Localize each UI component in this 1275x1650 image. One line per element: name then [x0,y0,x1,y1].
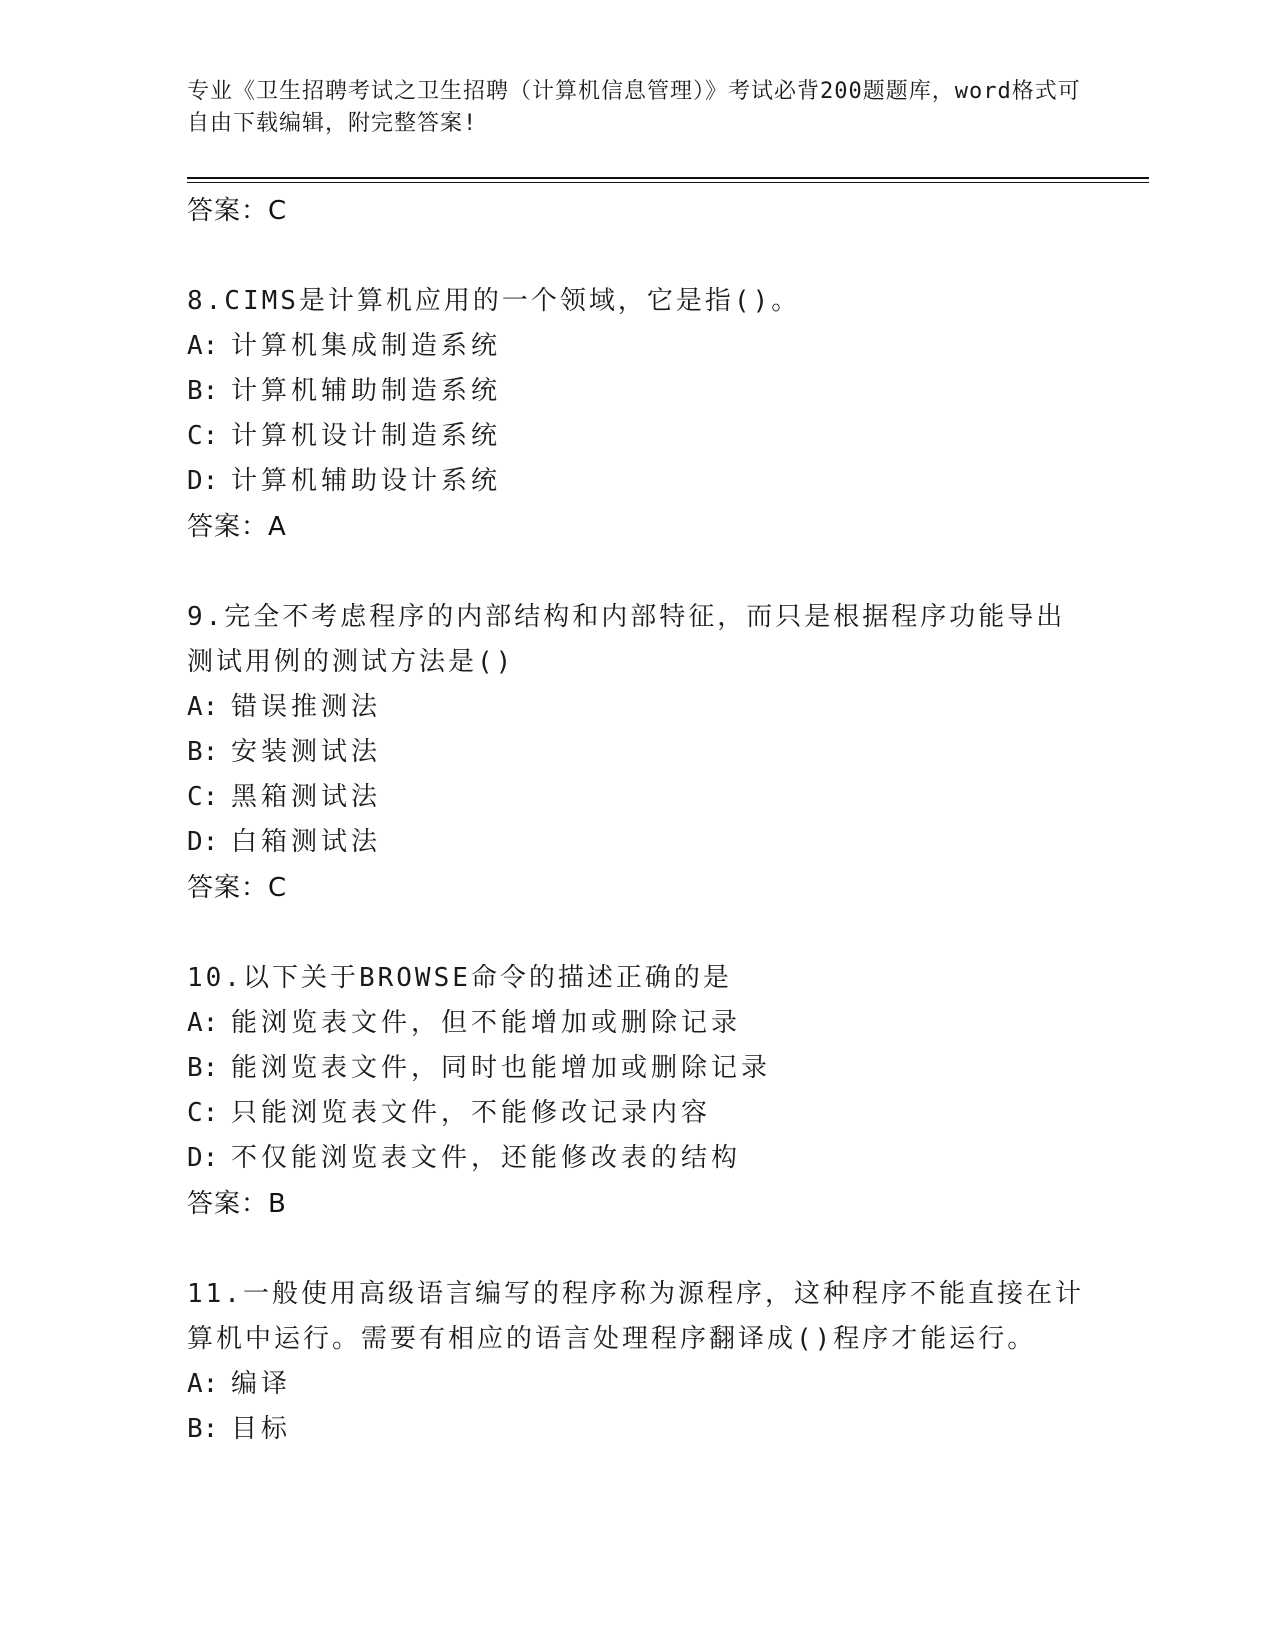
header-divider-thick [187,177,1149,179]
option-b [187,1046,1087,1091]
option-text: 能浏览表文件，但不能增加或删除记录 [231,1008,742,1038]
option-d [187,459,1087,504]
option-letter: B: [187,1414,219,1444]
option-a [187,1362,1087,1407]
option-text: 计算机集成制造系统 [231,331,502,361]
option-letter: D: [187,827,219,857]
option-letter: D: [187,1143,219,1173]
option-letter: B: [187,737,219,767]
option-b [187,730,1087,775]
option-c [187,414,1087,459]
option-letter: B: [187,1053,219,1083]
option-d [187,820,1087,865]
answer: 答案：C [187,873,288,903]
option-letter: C: [187,421,219,451]
question-stem: 8.CIMS是计算机应用的一个领域，它是指()。 [187,286,801,316]
option-c [187,775,1087,820]
option-letter: A: [187,692,219,722]
option-text: 错误推测法 [231,692,382,722]
option-text: 目标 [231,1414,292,1444]
option-b [187,1407,1087,1452]
document-header: 专业《卫生招聘考试之卫生招聘（计算机信息管理）》考试必背200题题库，word格式可自由下载编辑，附完整答案! [187,79,1081,136]
question-8 [187,279,1087,550]
spacer [187,1227,1087,1272]
answer: 答案：B [187,1189,287,1219]
option-text: 黑箱测试法 [231,782,382,812]
option-text: 计算机辅助设计系统 [231,466,502,496]
option-letter: B: [187,376,219,406]
option-text: 计算机设计制造系统 [231,421,502,451]
header-divider-thin [187,182,1149,183]
option-text: 编译 [231,1369,292,1399]
option-d [187,1136,1087,1181]
option-text: 不仅能浏览表文件，还能修改表的结构 [231,1143,742,1173]
option-c [187,1091,1087,1136]
option-letter: A: [187,1008,219,1038]
option-b [187,369,1087,414]
previous-answer: 答案：C [187,196,288,226]
question-stem: 10.以下关于BROWSE命令的描述正确的是 [187,963,732,993]
option-a [187,324,1087,369]
option-a [187,685,1087,730]
option-letter: C: [187,782,219,812]
option-text: 白箱测试法 [231,827,382,857]
option-text: 能浏览表文件，同时也能增加或删除记录 [231,1053,772,1083]
option-text: 安装测试法 [231,737,382,767]
question-9 [187,595,1087,911]
option-letter: A: [187,331,219,361]
option-letter: C: [187,1098,219,1128]
question-stem: 9.完全不考虑程序的内部结构和内部特征，而只是根据程序功能导出测试用例的测试方法是() [187,602,1066,677]
option-letter: A: [187,1369,219,1399]
question-10 [187,956,1087,1227]
answer: 答案：A [187,512,287,542]
document-body [187,188,1087,1452]
spacer [187,911,1087,956]
option-a [187,1001,1087,1046]
spacer [187,234,1087,279]
option-letter: D: [187,466,219,496]
spacer [187,550,1087,595]
question-11 [187,1272,1087,1452]
option-text: 只能浏览表文件，不能修改记录内容 [231,1098,712,1128]
option-text: 计算机辅助制造系统 [231,376,502,406]
question-stem: 11.一般使用高级语言编写的程序称为源程序，这种程序不能直接在计算机中运行。需要有相应的语言处理程序翻译成()程序才能运行。 [187,1279,1084,1354]
